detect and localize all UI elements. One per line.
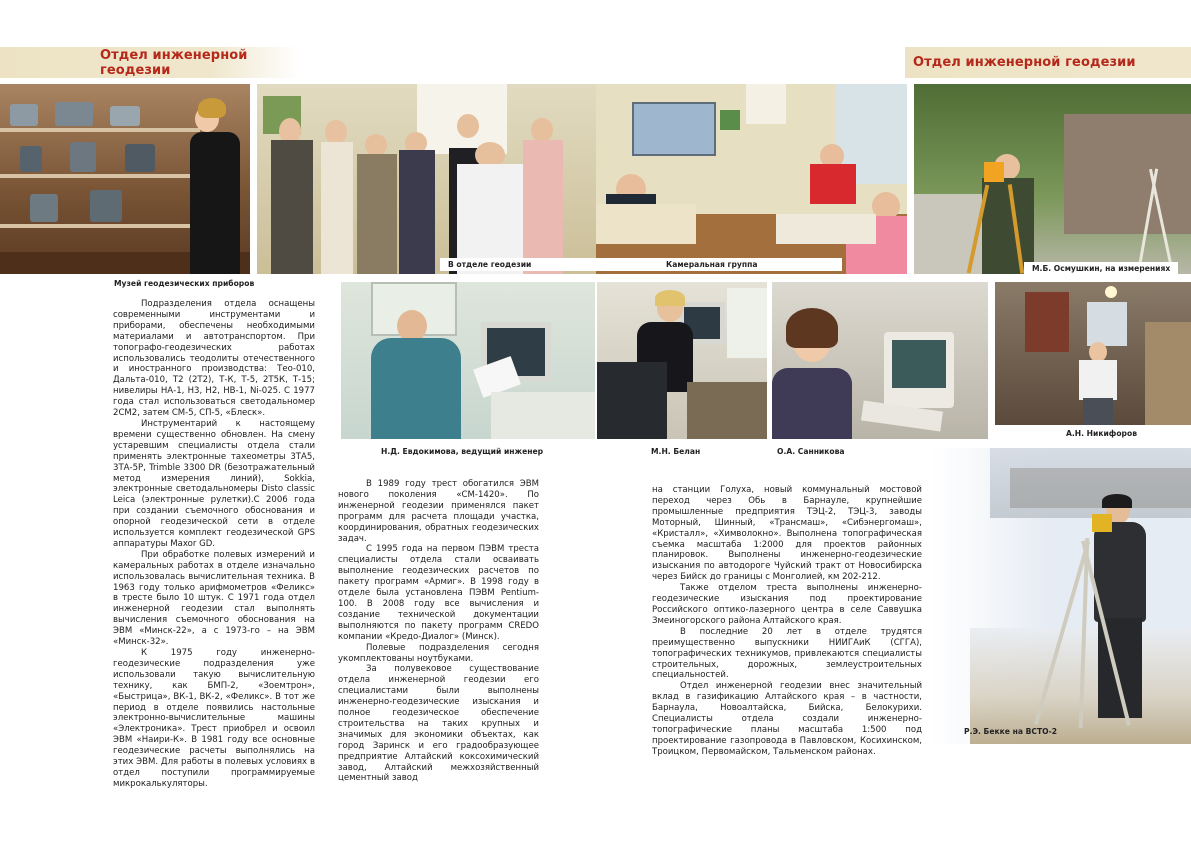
sannikova-caption: О.А. Санникова — [777, 447, 845, 456]
paragraph: С 1995 года на первом ПЭВМ треста специалисты отдела стали осваивать выполнение геодезических расчетов по пакету программ «Армиг». В 1998 году в отделе была установлена ПЭВМ Pentium-100. В 2008 году все вычисления и создание технической документации выполняются по пакету программ CREDO компании «Кредо-Диалог» (Минск). — [338, 544, 539, 642]
department-caption: В отделе геодезии — [440, 258, 596, 271]
nikiforov-photo — [995, 282, 1191, 425]
office-group-photo — [596, 84, 907, 274]
evdokimova-photo — [341, 282, 595, 439]
bekke-caption: Р.Э. Бекке на ВСТО-2 — [964, 727, 1058, 736]
paragraph: Полевые подразделения сегодня укомплектованы ноутбуками. — [338, 642, 539, 664]
text-column-2 — [338, 479, 539, 784]
paragraph: Инструментарий к настоящему времени существенно обновлен. На смену устаревшим специалисты отдела стали применять электронные тахеометры 3ТА5, 3ТА-5Р, Trimble 3300 DR (безотражательный метод измерения линий), Sokkia, электронные светодальномеры Disto classic Leica (электронные рулетки).С 2006 года при создании съемочного обоснования и опорной геодезической сети в отделе используется комплект геодезической GPS аппаратуры Maxor GD. — [113, 418, 315, 549]
bekke-photo — [930, 448, 1191, 744]
museum-caption: Музей геодезических приборов — [114, 279, 255, 288]
belan-caption: М.Н. Белан — [651, 447, 701, 456]
museum-photo — [0, 84, 250, 274]
osmushkin-photo — [914, 84, 1191, 274]
paragraph: За полувековое существование отдела инженерной геодезии его специалистами были выполнены инженерно-геодезические изыскания и полное геодезическое обеспечение строительства на таких крупных и значимых для экономики объектах, как город Заринск и его градообразующее предприятие Алтайский коксохимический завод, Алтайский межхозяйственный цементный завод — [338, 664, 539, 784]
nikiforov-caption: А.Н. Никифоров — [1040, 427, 1191, 440]
paragraph: В последние 20 лет в отделе трудятся преимущественно выпускники НИИГАиК (СГГА), топографических техникумов, привлекаются специалисты строительных, дорожных, землеустроительных специальностей. — [652, 626, 922, 681]
paragraph: К 1975 году инженерно-геодезические подразделения уже использовали такую вычислительную технику, как БМП-2, «Зоемтрон», «Быстрица», ВК-1, ВК-2, «Феликс». В тот же период в отделе появились настольные электронно-вычислительные машины «Электроника». Трест приобрел и освоил ЭВМ «Наири-К». В 1981 году все основные геодезические расчеты выполнялись на этих ЭВМ. Для работы в полевых условиях в отдел поступили программируемые микрокалькуляторы. — [113, 648, 315, 789]
section-title-right-text: Отдел инженерной геодезии — [913, 55, 1136, 70]
section-title-left-text: Отдел инженерной геодезии — [100, 47, 248, 78]
section-title-right — [905, 47, 1191, 78]
paragraph: В 1989 году трест обогатился ЭВМ нового поколения «СМ-1420». По инженерной геодезии применялся пакет программ для расчета площади участка, координирования, обратных геодезических задач. — [338, 479, 539, 544]
osmushkin-caption: М.Б. Осмушкин, на измерениях — [1024, 262, 1178, 275]
paragraph: Подразделения отдела оснащены современными инструментами и приборами, обеспечены необходимыми материалами и автотранспортом. При топографо-геодезических работах использовались теодолиты отечественного и иностранного производства: Тео-010, Дальта-010, Т2 (2Т2), Т-К, Т-5, 2Т5К, Т-15; нивелиры НА-1, Н3, Н2, НВ-1, Ni-025. С 1977 года стал использоваться светодальномер 2СМ2, затем СМ-5, СП-5, «Блеск». — [113, 299, 315, 419]
evdokimova-caption: Н.Д. Евдокимова, ведущий инженер — [381, 447, 544, 456]
office-group-caption: Камеральная группа — [596, 258, 842, 271]
belan-photo — [597, 282, 767, 439]
department-photo — [257, 84, 596, 274]
text-column-3 — [652, 485, 922, 758]
paragraph: Отдел инженерной геодезии внес значительный вклад в газификацию Алтайского края – в частности, Барнаула, Новоалтайска, Бийска, Белокурихи. Специалисты отдела создали инженерно-топографические планы масштаба 1:500 под проектирование газопровода в Павловском, Косихинском, Троицком, Первомайском, Тальменском районах. — [652, 681, 922, 757]
text-column-1 — [113, 299, 315, 790]
sannikova-photo — [772, 282, 988, 439]
paragraph: При обработке полевых измерений и камеральных работах в отделе изначально использовалась вычислительная техника. В 1963 году только арифмометров «Феликс» в тресте было 10 штук. С 1971 года отдел инженерной геодезии стал выполнять вычисления съемочного обоснования на ЭВМ «Минск-22», а с 1973-го – на ЭВМ «Минск-32». — [113, 549, 315, 648]
section-title-left — [0, 47, 300, 78]
paragraph: Также отделом треста выполнены инженерно-геодезические изыскания под проектирование Российского оптико-лазерного центра в селе Саввушка Змеиногорского района Алтайского края. — [652, 583, 922, 626]
paragraph: на станции Голуха, новый коммунальный мостовой переход через Обь в Барнауле, крупнейшие промышленные предприятия ТЭЦ-2, ТЭЦ-3, заводы Моторный, Шинный, «Трансмаш», «Сибэнергомаш», «Кристалл», «Химволокно». Выполнена топографическая съемка масштаба 1:2000 для проектов районных планировок. Выполнены инженерно-геодезические изыскания по автодороге Чуйский тракт от Новосибирска через Бийск до границы с Монголией, км 202-212. — [652, 485, 922, 583]
